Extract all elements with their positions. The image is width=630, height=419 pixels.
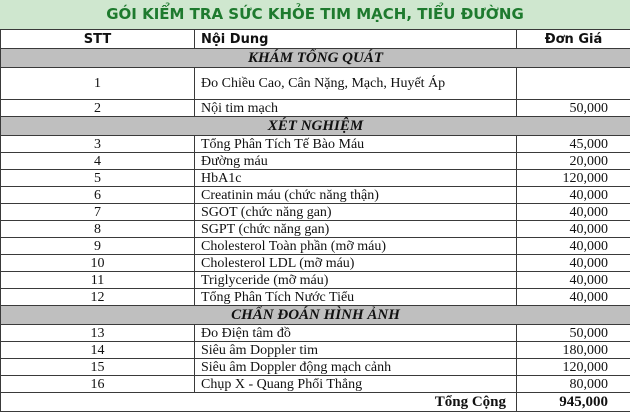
row-price: 80,000 [517, 376, 630, 393]
header-stt: STT [1, 30, 195, 49]
row-stt: 7 [1, 204, 195, 221]
header-content: Nội Dung [195, 30, 517, 49]
row-content: Siêu âm Doppler tim [195, 342, 517, 359]
total-label: Tổng Cộng [1, 393, 517, 412]
row-price: 40,000 [517, 272, 630, 289]
row-content: SGPT (chức năng gan) [195, 221, 517, 238]
table-row [1, 221, 630, 238]
table-row [1, 325, 630, 342]
row-price: 40,000 [517, 204, 630, 221]
row-stt: 9 [1, 238, 195, 255]
row-stt: 3 [1, 136, 195, 153]
row-price: 40,000 [517, 187, 630, 204]
table-row [1, 170, 630, 187]
section-title: CHẨN ĐOÁN HÌNH ẢNH [1, 306, 630, 325]
row-price [517, 68, 630, 100]
row-content: Đo Chiều Cao, Cân Nặng, Mạch, Huyết Áp [195, 68, 517, 100]
row-content: Đường máu [195, 153, 517, 170]
row-price: 180,000 [517, 342, 630, 359]
row-stt: 6 [1, 187, 195, 204]
row-price: 120,000 [517, 170, 630, 187]
section-title: XÉT NGHIỆM [1, 117, 630, 136]
row-content: Cholesterol Toàn phần (mỡ máu) [195, 238, 517, 255]
row-content: Tổng Phân Tích Nước Tiểu [195, 289, 517, 306]
table-row [1, 187, 630, 204]
table-row [1, 255, 630, 272]
row-stt: 8 [1, 221, 195, 238]
row-price: 40,000 [517, 238, 630, 255]
row-content: Nội tim mạch [195, 100, 517, 117]
row-price: 40,000 [517, 289, 630, 306]
table-row [1, 136, 630, 153]
section-row [1, 49, 630, 68]
row-stt: 1 [1, 68, 195, 100]
row-stt: 16 [1, 376, 195, 393]
row-content: Creatinin máu (chức năng thận) [195, 187, 517, 204]
total-row [1, 393, 630, 412]
page-title: GÓI KIỂM TRA SỨC KHỎE TIM MẠCH, TIỂU ĐƯỜNG [0, 0, 630, 29]
section-row [1, 306, 630, 325]
price-table [0, 29, 630, 412]
table-row [1, 238, 630, 255]
table-row [1, 376, 630, 393]
table-header-row [1, 30, 630, 49]
table-row [1, 153, 630, 170]
row-content: Chụp X - Quang Phổi Thẳng [195, 376, 517, 393]
header-price: Đơn Giá [517, 30, 630, 49]
price-table-body [1, 30, 630, 412]
table-row [1, 342, 630, 359]
row-content: Tổng Phân Tích Tế Bào Máu [195, 136, 517, 153]
table-row [1, 68, 630, 100]
row-stt: 12 [1, 289, 195, 306]
row-price: 20,000 [517, 153, 630, 170]
row-price: 50,000 [517, 325, 630, 342]
row-price: 50,000 [517, 100, 630, 117]
table-row [1, 272, 630, 289]
section-row [1, 117, 630, 136]
row-stt: 14 [1, 342, 195, 359]
row-stt: 15 [1, 359, 195, 376]
row-stt: 4 [1, 153, 195, 170]
total-price: 945,000 [517, 393, 630, 412]
section-title: KHÁM TỔNG QUÁT [1, 49, 630, 68]
row-stt: 11 [1, 272, 195, 289]
table-row [1, 359, 630, 376]
row-price: 45,000 [517, 136, 630, 153]
row-stt: 2 [1, 100, 195, 117]
row-stt: 5 [1, 170, 195, 187]
row-stt: 10 [1, 255, 195, 272]
row-content: Cholesterol LDL (mỡ máu) [195, 255, 517, 272]
row-content: Triglyceride (mỡ máu) [195, 272, 517, 289]
row-price: 120,000 [517, 359, 630, 376]
row-content: Đo Điện tâm đồ [195, 325, 517, 342]
row-price: 40,000 [517, 255, 630, 272]
row-stt: 13 [1, 325, 195, 342]
table-row [1, 100, 630, 117]
row-content: HbA1c [195, 170, 517, 187]
table-row [1, 204, 630, 221]
row-price: 40,000 [517, 221, 630, 238]
row-content: SGOT (chức năng gan) [195, 204, 517, 221]
table-row [1, 289, 630, 306]
row-content: Siêu âm Doppler động mạch cảnh [195, 359, 517, 376]
